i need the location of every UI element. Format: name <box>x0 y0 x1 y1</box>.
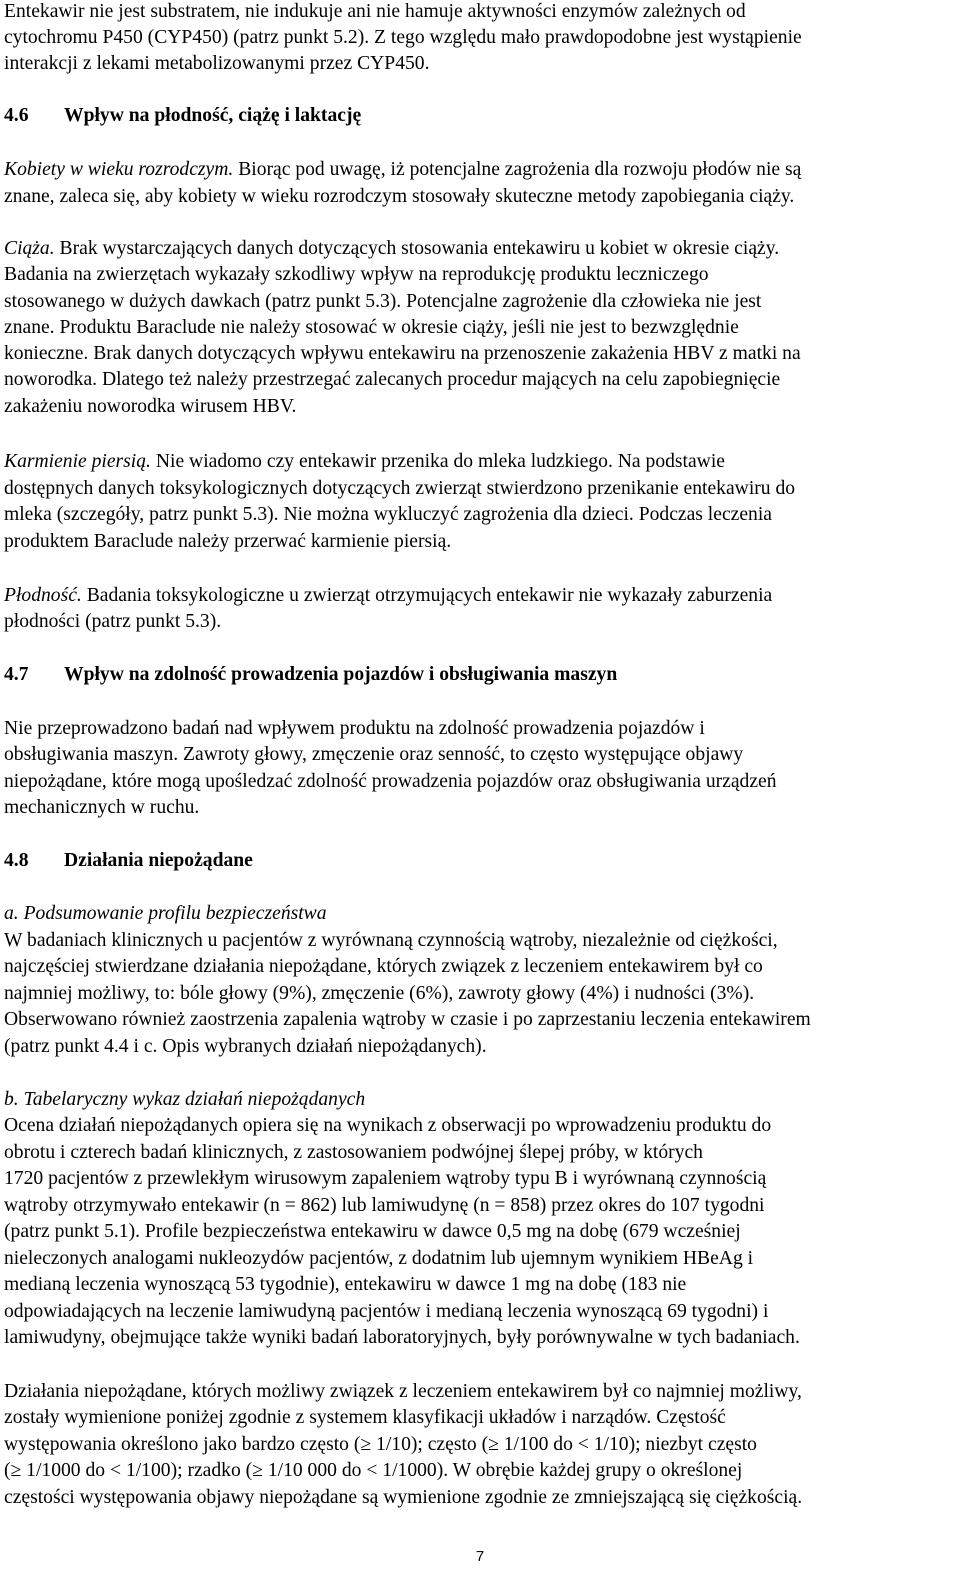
section-heading-4-8 <box>4 849 253 873</box>
text-line: obrotu i czterech badań klinicznych, z zastosowaniem podwójnej ślepej próby, w których <box>4 1142 703 1163</box>
text-line: zostały wymienione poniżej zgodnie z systemem klasyfikacji układów i narządów. Częstość <box>4 1407 726 1428</box>
section-title: Wpływ na zdolność prowadzenia pojazdów i obsługiwania maszyn <box>64 664 618 685</box>
section-number: 4.8 <box>4 850 29 871</box>
text-line: płodności (patrz punkt 5.3). <box>4 611 222 632</box>
section-title: Działania niepożądane <box>64 850 253 871</box>
subsection-heading-b: b. Tabelaryczny wykaz działań niepożądanych <box>4 1089 366 1110</box>
text-line: Obserwowano również zaostrzenia zapalenia wątroby w czasie i po zaprzestaniu leczenia entekawirem <box>4 1009 811 1030</box>
text-line: mechanicznych w ruchu. <box>4 797 200 818</box>
section-heading-4-6 <box>4 104 361 128</box>
text-line: najmniej możliwy, to: bóle głowy (9%), zmęczenie (6%), zawroty głowy (4%) i nudności (3%). <box>4 983 755 1004</box>
section-number: 4.7 <box>4 664 29 685</box>
text-line: (patrz punkt 4.4 i c. Opis wybranych działań niepożądanych). <box>4 1036 487 1057</box>
text-line: odpowiadających na leczenie lamiwudyną pacjentów i medianą leczenia wynoszącą 69 tygodni) i <box>4 1301 769 1322</box>
paragraph-label: Karmienie piersią. <box>4 451 151 472</box>
text-line: 1720 pacjentów z przewlekłym wirusowym zapaleniem wątroby typu B i wyrównaną czynnością <box>4 1168 767 1189</box>
text-line: (patrz punkt 5.1). Profile bezpieczeństwa entekawiru w dawce 0,5 mg na dobę (679 wcześniej <box>4 1221 741 1242</box>
text-line: cytochromu P450 (CYP450) (patrz punkt 5.2). Z tego względu mało prawdopodobne jest wystąpienie <box>4 27 802 48</box>
text-line: Entekawir nie jest substratem, nie indukuje ani nie hamuje aktywności enzymów zależnych od <box>4 1 746 22</box>
text-line: obsługiwania maszyn. Zawroty głowy, zmęczenie oraz senność, to często występujące objawy <box>4 744 744 765</box>
text-line: lamiwudyny, obejmujące także wyniki badań laboratoryjnych, były porównywalne w tych badaniach. <box>4 1327 800 1348</box>
text-line: wątroby otrzymywało entekawir (n = 862) lub lamiwudynę (n = 858) przez okres do 107 tygodni <box>4 1195 765 1216</box>
paragraph-label: Kobiety w wieku rozrodczym. <box>4 159 234 180</box>
text-line: zakażeniu noworodka wirusem HBV. <box>4 396 297 417</box>
section-title: Wpływ na płodność, ciążę i laktację <box>64 105 362 126</box>
section-number: 4.6 <box>4 105 29 126</box>
page-number: 7 <box>475 1548 485 1565</box>
text-line: znane. Produktu Baraclude nie należy stosować w okresie ciąży, jeśli nie jest to bezwzględnie <box>4 317 739 338</box>
text-line: występowania określono jako bardzo często (≥ 1/10); często (≥ 1/100 do < 1/10); niezbyt często <box>4 1434 757 1455</box>
paragraph-label: Ciąża. <box>4 238 55 259</box>
text-line: W badaniach klinicznych u pacjentów z wyrównaną czynnością wątroby, niezależnie od ciężkości, <box>4 930 778 951</box>
section-heading-4-7 <box>4 663 617 687</box>
text-line: Kobiety w wieku rozrodczym. Biorąc pod uwagę, iż potencjalne zagrożenia dla rozwoju płodów nie są <box>4 159 802 180</box>
text-line: konieczne. Brak danych dotyczących wpływu entekawiru na przenoszenie zakażenia HBV z matki na <box>4 343 801 364</box>
text-line: Karmienie piersią. Nie wiadomo czy entekawir przenika do mleka ludzkiego. Na podstawie <box>4 451 725 472</box>
text-line: mleka (szczegóły, patrz punkt 5.3). Nie można wykluczyć zagrożenia dla dzieci. Podczas leczenia <box>4 504 772 525</box>
text-line: Działania niepożądane, których możliwy związek z leczeniem entekawirem był co najmniej możliwy, <box>4 1381 802 1402</box>
text-line: medianą leczenia wynoszącą 53 tygodnie), entekawiru w dawce 1 mg na dobę (183 nie <box>4 1274 687 1295</box>
text-line: dostępnych danych toksykologicznych dotyczących zwierząt stwierdzono przenikanie entekawiru do <box>4 478 796 499</box>
text-line: Płodność. Badania toksykologiczne u zwierząt otrzymujących entekawir nie wykazały zaburzenia <box>4 585 773 606</box>
text-line: Nie przeprowadzono badań nad wpływem produktu na zdolność prowadzenia pojazdów i <box>4 718 705 739</box>
text-line: produktem Baraclude należy przerwać karmienie piersią. <box>4 531 452 552</box>
text-line: nieleczonych analogami nukleozydów pacjentów, z dodatnim lub ujemnym wynikiem HBeAg i <box>4 1248 754 1269</box>
text-line: noworodka. Dlatego też należy przestrzegać zalecanych procedur mających na celu zapobiegnięcie <box>4 369 781 390</box>
text-line: stosowanego w dużych dawkach (patrz punkt 5.3). Potencjalne zagrożenie dla człowieka nie jest <box>4 291 762 312</box>
paragraph-label: Płodność. <box>4 585 82 606</box>
text-line: Badania na zwierzętach wykazały szkodliwy wpływ na reprodukcję produktu leczniczego <box>4 264 709 285</box>
text-line: (≥ 1/1000 do < 1/100); rzadko (≥ 1/10 000 do < 1/1000). W obrębie każdej grupy o określonej <box>4 1460 743 1481</box>
text-line: Ciąża. Brak wystarczających danych dotyczących stosowania entekawiru u kobiet w okresie ciąży. <box>4 238 780 259</box>
text-line: najczęściej stwierdzane działania niepożądane, których związek z leczeniem entekawirem był co <box>4 956 763 977</box>
text-line: częstości występowania objawy niepożądane są wymienione zgodnie ze zmniejszającą się ciężkością. <box>4 1487 803 1508</box>
text-line: Ocena działań niepożądanych opiera się na wynikach z obserwacji po wprowadzeniu produktu do <box>4 1115 772 1136</box>
text-line: interakcji z lekami metabolizowanymi przez CYP450. <box>4 53 430 74</box>
text-line: znane, zaleca się, aby kobiety w wieku rozrodczym stosowały skuteczne metody zapobiegania ciąży. <box>4 186 795 207</box>
text-line: niepożądane, które mogą upośledzać zdolność prowadzenia pojazdów oraz obsługiwania urządzeń <box>4 771 777 792</box>
subsection-heading-a: a. Podsumowanie profilu bezpieczeństwa <box>4 903 327 924</box>
